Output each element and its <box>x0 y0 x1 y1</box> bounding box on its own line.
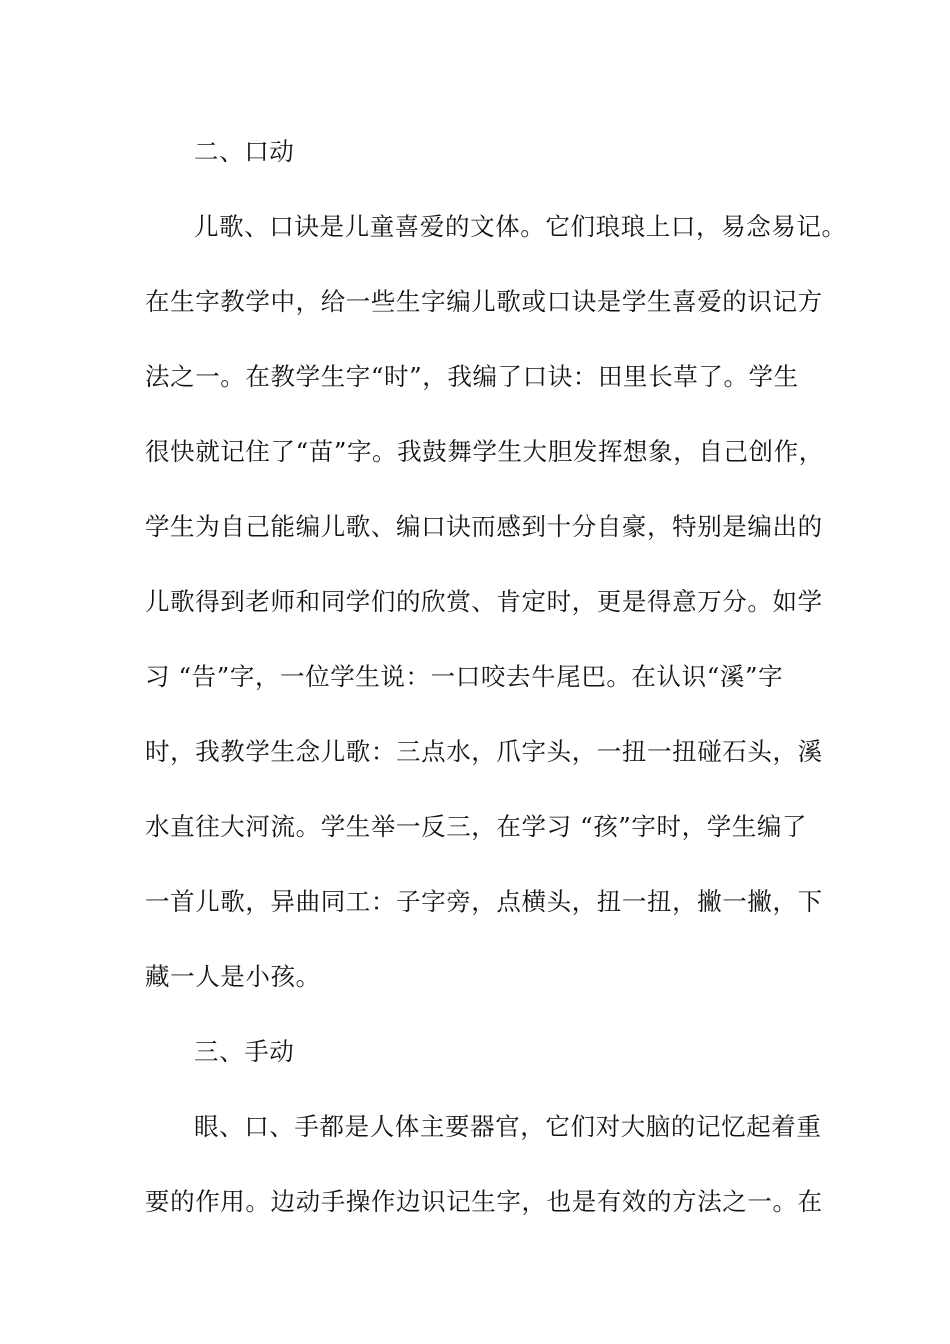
paragraph-line: 儿歌、口诀是儿童喜爱的文体。它们琅琅上口，易念易记。 <box>194 212 847 241</box>
paragraph-line: 习 “告”字，一位学生说：一口咬去牛尾巴。在认识“溪”字 <box>145 662 784 691</box>
paragraph-line: 眼、口、手都是人体主要器官，它们对大脑的记忆起着重 <box>194 1112 822 1141</box>
paragraph-line: 要的作用。边动手操作边识记生字，也是有效的方法之一。在 <box>145 1187 823 1216</box>
paragraph-line: 一首儿歌，异曲同工：子字旁，点横头，扭一扭，撇一撇，下 <box>145 887 823 916</box>
section-heading-kou-dong: 二、口动 <box>194 137 295 166</box>
paragraph-line: 很快就记住了“苗”字。我鼓舞学生大胆发挥想象，自己创作， <box>145 437 824 466</box>
paragraph-line: 法之一。在教学生字“时”，我编了口诀：田里长草了。学生 <box>145 362 799 391</box>
paragraph-line: 时，我教学生念儿歌：三点水，爪字头，一扭一扭碰石头，溪 <box>145 737 823 766</box>
paragraph-line: 水直往大河流。学生举一反三，在学习 “孩”字时，学生编了 <box>145 812 808 841</box>
paragraph-line: 儿歌得到老师和同学们的欣赏、肯定时，更是得意万分。如学 <box>145 587 823 616</box>
paragraph-line: 藏一人是小孩。 <box>145 962 321 991</box>
paragraph-line: 学生为自己能编儿歌、编口诀而感到十分自豪，特别是编出的 <box>145 512 823 541</box>
paragraph-line: 在生字教学中，给一些生字编儿歌或口诀是学生喜爱的识记方 <box>145 287 823 316</box>
section-heading-shou-dong: 三、手动 <box>194 1037 295 1066</box>
